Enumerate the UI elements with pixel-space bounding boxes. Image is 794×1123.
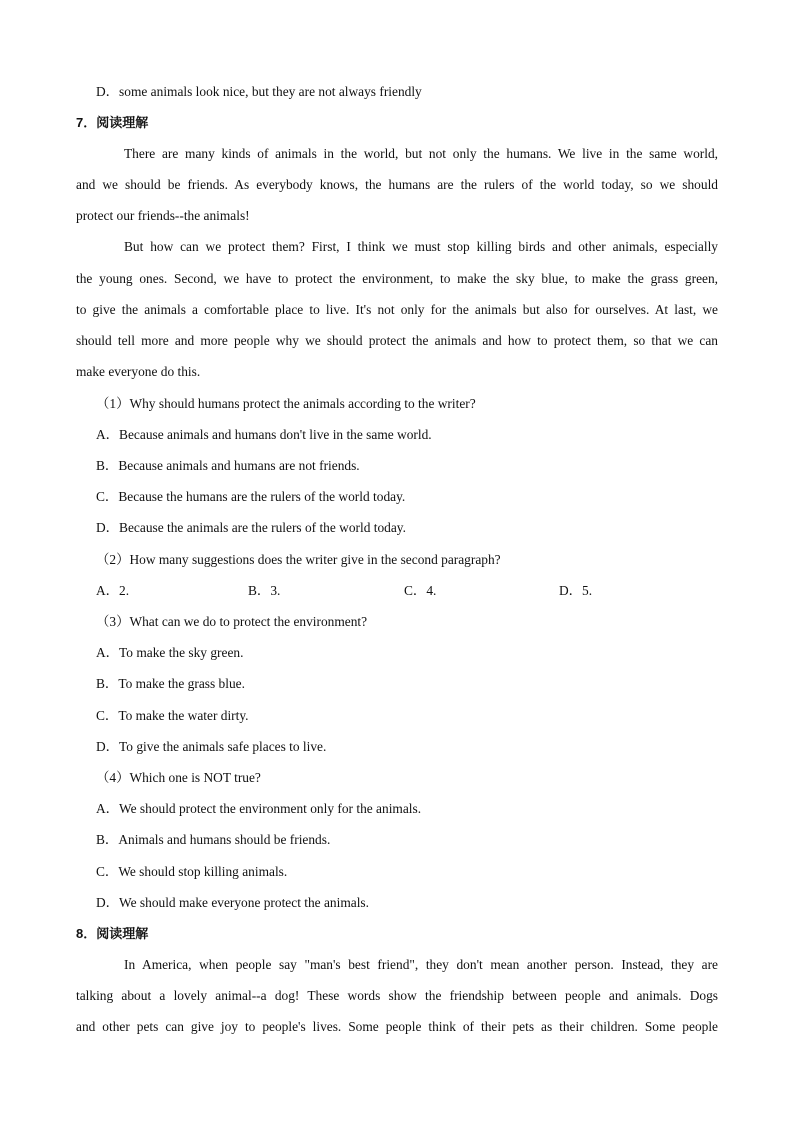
- q7-4-option-b: B．Animals and humans should be friends.: [96, 832, 331, 847]
- prev-question-option-d: D．some animals look nice, but they are not always friendly: [96, 84, 422, 99]
- question-8-heading: [76, 925, 148, 944]
- q7-3-option-a: A．To make the sky green.: [96, 645, 244, 660]
- q7-4-option-a: A．We should protect the environment only for the animals.: [96, 801, 422, 816]
- q7-2-option-d: D．5.: [559, 583, 593, 598]
- q7-sub-question-4: （4）Which one is NOT true?: [96, 770, 261, 785]
- q7-passage-line: to give the animals a comfortable place to live. It's not only for the animals but also for ourselves. At last, we: [76, 302, 718, 317]
- q7-1-option-a: A．Because animals and humans don't live in the same world.: [96, 427, 432, 442]
- question-7-type: 阅读理解: [96, 116, 149, 131]
- q7-2-option-c: C．4.: [404, 583, 437, 598]
- q7-1-option-b: B．Because animals and humans are not friends.: [96, 458, 360, 473]
- question-7-heading: [76, 114, 148, 133]
- q7-sub-question-3: （3）What can we do to protect the environment?: [96, 614, 368, 629]
- q8-passage-line: In America, when people say "man's best friend", they don't mean another person. Instead, they are: [124, 957, 718, 972]
- question-7-number: 7．: [76, 115, 97, 130]
- q7-passage-line: and we should be friends. As everybody knows, the humans are the rulers of the world today, so we should: [76, 177, 718, 192]
- q7-1-option-c: C．Because the humans are the rulers of the world today.: [96, 489, 406, 504]
- q7-passage-line: make everyone do this.: [76, 364, 201, 379]
- q7-passage-line: There are many kinds of animals in the world, but not only the humans. We live in the same world,: [124, 146, 718, 161]
- q8-passage-line: talking about a lovely animal--a dog! These words show the friendship between people and animals. Dogs: [76, 988, 718, 1003]
- q7-passage-line: protect our friends--the animals!: [76, 208, 250, 223]
- q7-passage-line: the young ones. Second, we have to protect the environment, to make the sky blue, to make the grass green,: [76, 271, 718, 286]
- q7-passage-line: But how can we protect them? First, I think we must stop killing birds and other animals, especially: [124, 239, 718, 254]
- q7-passage-line: should tell more and more people why we should protect the animals and how to protect them, so that we can: [76, 333, 718, 348]
- question-8-type: 阅读理解: [96, 927, 149, 942]
- q7-3-option-c: C．To make the water dirty.: [96, 708, 249, 723]
- q7-1-option-d: D．Because the animals are the rulers of the world today.: [96, 520, 406, 535]
- q7-sub-question-2: （2）How many suggestions does the writer give in the second paragraph?: [96, 552, 501, 567]
- q7-2-option-a: A．2.: [96, 583, 130, 598]
- q7-2-option-b: B．3.: [248, 583, 281, 598]
- q7-sub-question-1: （1）Why should humans protect the animals according to the writer?: [96, 396, 476, 411]
- question-8-number: 8．: [76, 926, 97, 941]
- q7-4-option-d: D．We should make everyone protect the animals.: [96, 895, 369, 910]
- q8-passage-line: and other pets can give joy to people's lives. Some people think of their pets as their children. Some people: [76, 1019, 718, 1034]
- q7-3-option-b: B．To make the grass blue.: [96, 676, 245, 691]
- q7-3-option-d: D．To give the animals safe places to live.: [96, 739, 327, 754]
- q7-4-option-c: C．We should stop killing animals.: [96, 864, 288, 879]
